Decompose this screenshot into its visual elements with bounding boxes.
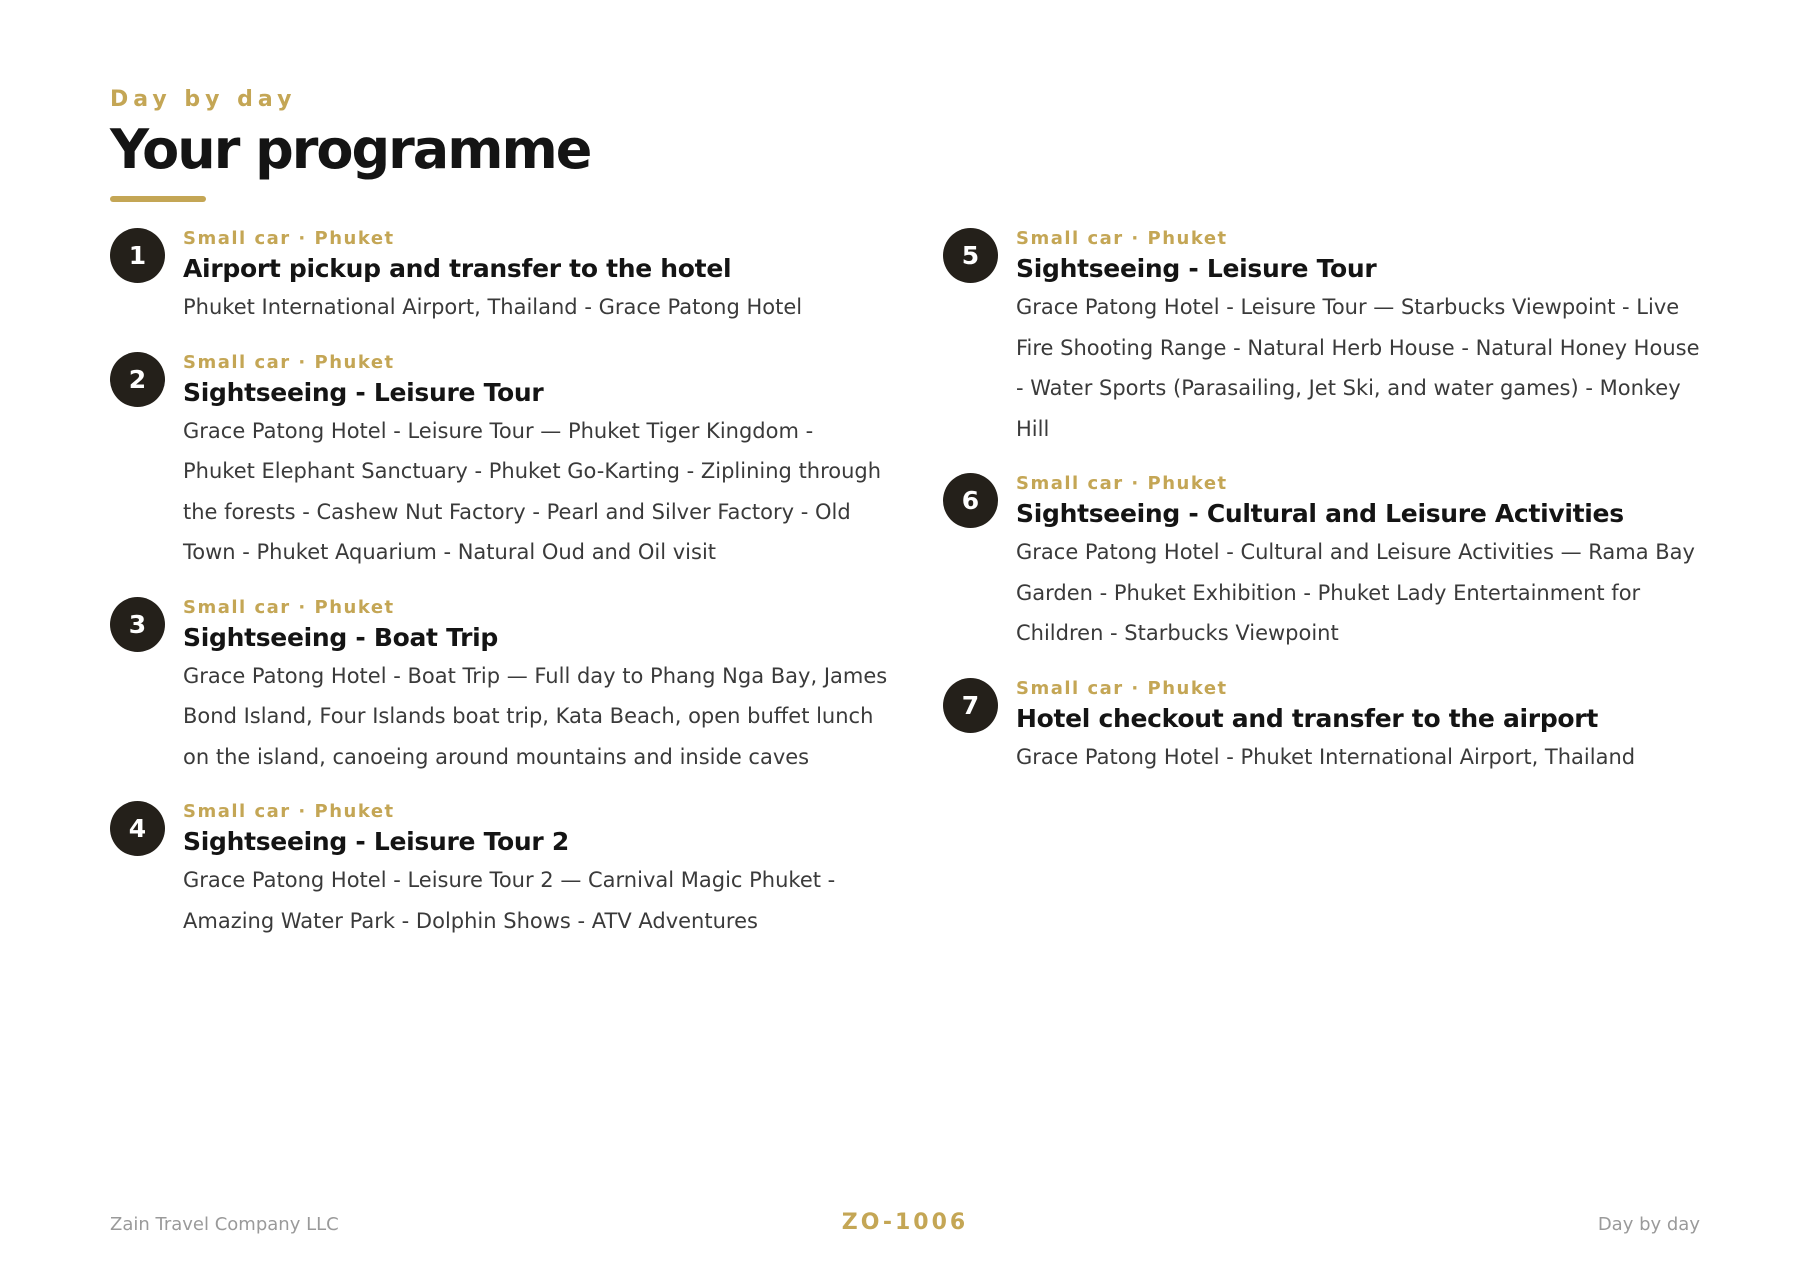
day-title: Sightseeing - Cultural and Leisure Activities [1016, 499, 1624, 528]
day-description: Phuket International Airport, Thailand - Grace Patong Hotel [183, 295, 803, 319]
day-description: Grace Patong Hotel - Boat Trip — Full day to Phang Nga Bay, James Bond Island, Four Islands boat trip, Kata Beach, open buffet lunch on the island, canoeing around mountains and inside caves [183, 663, 888, 769]
day-meta: Small car · Phuket [183, 596, 395, 618]
day-title: Hotel checkout and transfer to the airport [1016, 703, 1598, 733]
day-description: Grace Patong Hotel - Leisure Tour 2 — Carnival Magic Phuket - Amazing Water Park - Dolphin Shows - ATV Adventures [183, 868, 836, 933]
page-footer [110, 1210, 1700, 1240]
footer-reference: ZO-1006 [841, 1210, 969, 1235]
day-number-badge: 1 [110, 228, 165, 283]
day-number-badge: 3 [110, 597, 165, 652]
page-header [110, 86, 590, 202]
day-item-1 [110, 226, 890, 328]
day-title: Sightseeing - Leisure Tour [183, 377, 544, 407]
day-number-badge: 6 [943, 473, 998, 528]
day-meta: Small car · Phuket [1016, 228, 1228, 249]
page-title: Your programme [110, 118, 591, 181]
day-description: Grace Patong Hotel - Phuket International Airport, Thailand [1016, 744, 1636, 769]
day-title: Airport pickup and transfer to the hotel [183, 254, 732, 283]
programme-column-right [943, 226, 1703, 799]
day-number-badge: 7 [943, 678, 998, 733]
day-meta: Small car · Phuket [183, 228, 395, 249]
footer-company: Zain Travel Company LLC [110, 1214, 339, 1235]
day-item-7 [943, 676, 1703, 778]
footer-section: Day by day [1597, 1214, 1700, 1235]
day-item-4 [110, 799, 890, 941]
day-item-6 [943, 471, 1703, 654]
day-item-2 [110, 350, 890, 573]
day-meta: Small car · Phuket [1016, 677, 1228, 699]
day-description: Grace Patong Hotel - Leisure Tour — Phuket Tiger Kingdom - Phuket Elephant Sanctuary - Phuket Go-Karting - Ziplining through the forests - Cashew Nut Factory - Pearl and Silver Factory - Old Town - Phuket Aquarium - Natural Oud and Oil visit [183, 418, 882, 564]
day-description: Grace Patong Hotel - Leisure Tour — Starbucks Viewpoint - Live Fire Shooting Range - Natural Herb House - Natural Honey House - Water Sports (Parasailing, Jet Ski, and water games) - Monkey Hill [1016, 295, 1700, 441]
day-title: Sightseeing - Boat Trip [183, 622, 499, 652]
day-item-5 [943, 226, 1703, 449]
day-title: Sightseeing - Leisure Tour 2 [183, 827, 569, 856]
day-title: Sightseeing - Leisure Tour [1016, 254, 1377, 283]
day-meta: Small car · Phuket [183, 351, 395, 373]
day-meta: Small car · Phuket [1016, 473, 1228, 494]
day-number-badge: 2 [110, 352, 165, 407]
day-description: Grace Patong Hotel - Cultural and Leisure Activities — Rama Bay Garden - Phuket Exhibition - Phuket Lady Entertainment for Children - Starbucks Viewpoint [1016, 540, 1695, 645]
day-number-badge: 5 [943, 228, 998, 283]
day-meta: Small car · Phuket [183, 801, 395, 822]
programme-column-left [110, 226, 890, 963]
title-underline [110, 196, 206, 202]
day-item-3 [110, 595, 890, 778]
section-eyebrow: Day by day [110, 87, 297, 112]
day-number-badge: 4 [110, 801, 165, 856]
